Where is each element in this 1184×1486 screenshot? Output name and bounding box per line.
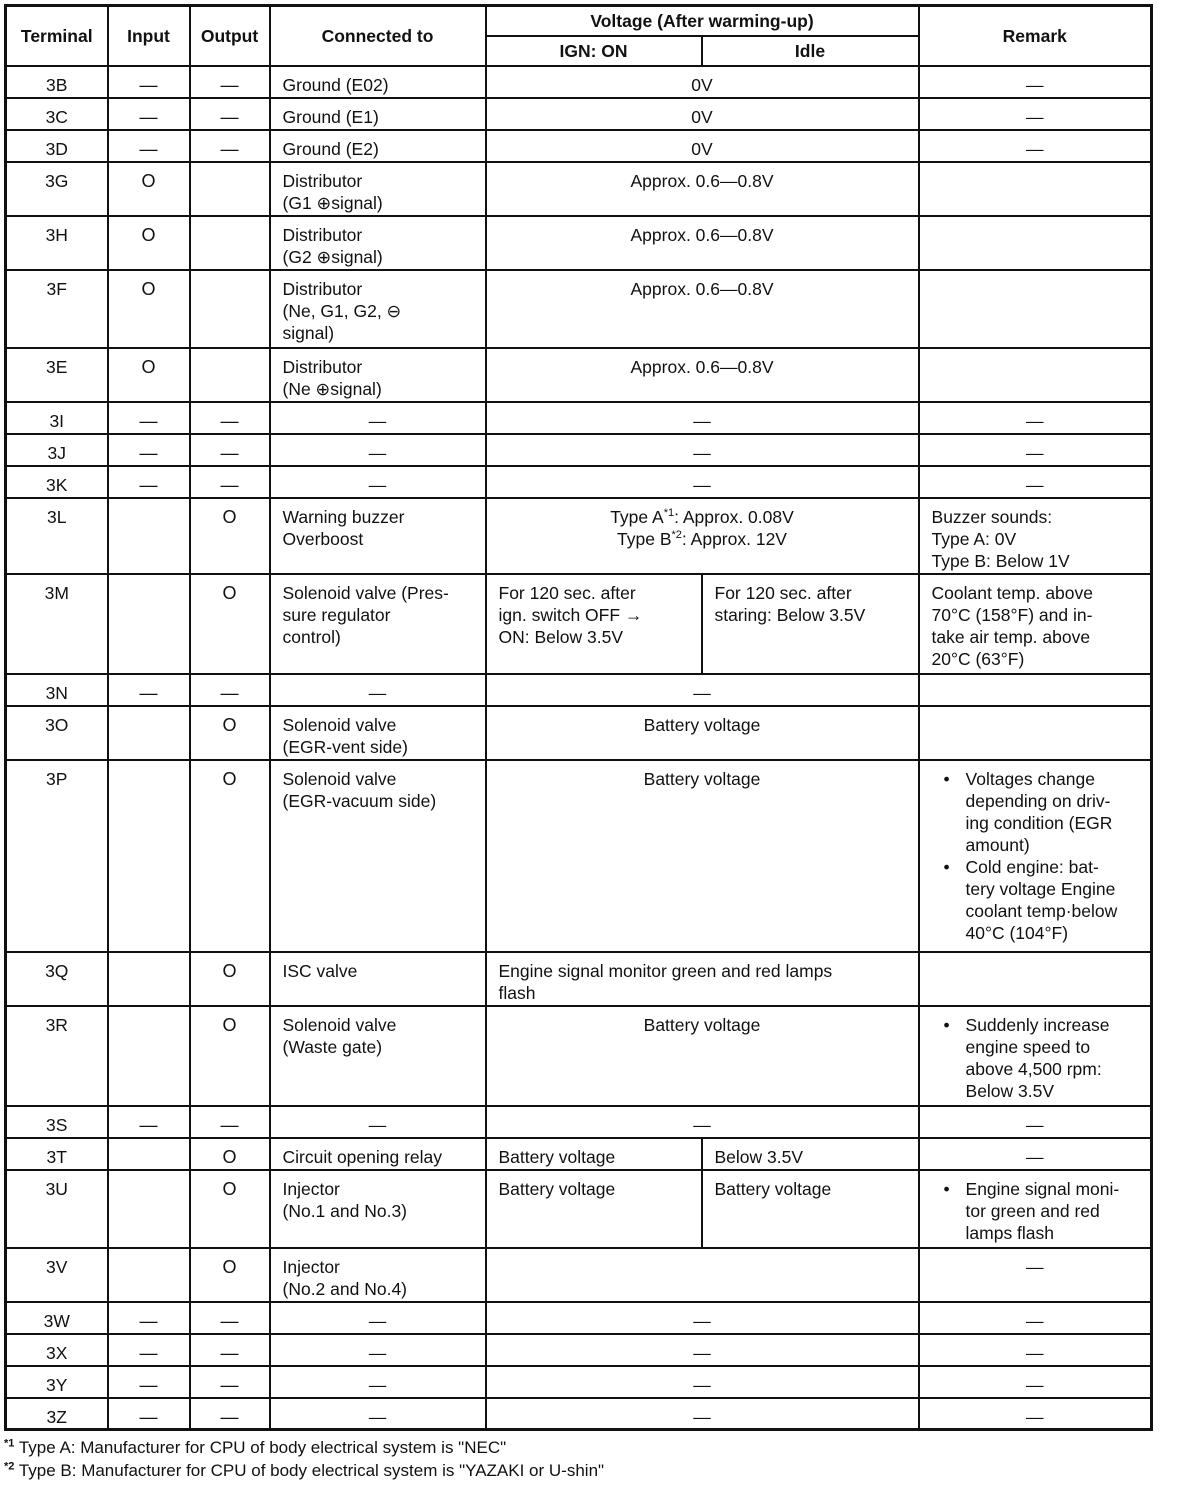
terminal-cell: 3R xyxy=(6,1006,108,1106)
remark-cell xyxy=(919,1006,1152,1106)
table-row xyxy=(6,1398,1152,1430)
terminal-cell: 3O xyxy=(6,706,108,760)
remark-cell xyxy=(919,1248,1152,1302)
table-row xyxy=(6,1138,1152,1170)
header-input: Input xyxy=(108,6,190,66)
table-row xyxy=(6,706,1152,760)
remark-line: take air temp. above xyxy=(931,626,1091,647)
header-connected-to: Connected to xyxy=(270,6,486,66)
header-output: Output xyxy=(190,6,270,66)
connected-to-line: Injector xyxy=(282,1178,340,1199)
remark-item xyxy=(966,1014,1145,1102)
voltage-cell: 0V xyxy=(486,130,919,162)
voltage-value: : Approx. 12V xyxy=(681,528,787,549)
remark-cell xyxy=(919,466,1152,498)
connected-to-cell xyxy=(270,498,486,574)
connected-to-line: Solenoid valve xyxy=(282,714,397,735)
terminal-cell: 3U xyxy=(6,1170,108,1248)
terminal-cell: 3B xyxy=(6,66,108,98)
connected-to-line: Circuit opening relay xyxy=(282,1146,443,1167)
footnote-ref: *2 xyxy=(671,528,682,541)
output-cell: O xyxy=(190,574,270,674)
ign-on-line: ON: Below 3.5V xyxy=(498,626,623,647)
table-row xyxy=(6,760,1152,952)
table-row xyxy=(6,674,1152,706)
ign-on-line: Battery voltage xyxy=(498,1178,616,1199)
terminal-cell: 3Q xyxy=(6,952,108,1006)
connected-to-cell xyxy=(270,270,486,348)
ign-on-cell xyxy=(486,1138,702,1170)
remark-cell xyxy=(919,434,1152,466)
terminal-cell: 3G xyxy=(6,162,108,216)
voltage-cell: — xyxy=(486,466,919,498)
table-body xyxy=(6,66,1152,1430)
connected-to-cell xyxy=(270,952,486,1006)
voltage-cell xyxy=(486,952,919,1006)
voltage-cell: Approx. 0.6—0.8V xyxy=(486,216,919,270)
connected-to-cell xyxy=(270,1366,486,1398)
voltage-line: flash xyxy=(498,982,536,1003)
terminal-cell: 3M xyxy=(6,574,108,674)
footnote-mark: *2 xyxy=(4,1460,15,1473)
terminal-cell: 3P xyxy=(6,760,108,952)
connected-to-line: — xyxy=(368,1114,387,1135)
input-cell xyxy=(108,574,190,674)
connected-to-line: — xyxy=(368,682,387,703)
connected-to-line: Ground (E2) xyxy=(282,138,379,159)
terminal-cell: 3S xyxy=(6,1106,108,1138)
terminal-cell: 3N xyxy=(6,674,108,706)
remark-line: • Cold engine: bat- xyxy=(965,856,1099,877)
voltage-line xyxy=(487,528,918,550)
input-cell: — xyxy=(108,1302,190,1334)
remark-line: Coolant temp. above xyxy=(931,582,1094,603)
header-row-top xyxy=(6,6,1152,36)
voltage-cell: — xyxy=(486,1302,919,1334)
input-cell: O xyxy=(108,270,190,348)
connected-to-line: — xyxy=(368,1310,387,1331)
input-cell: — xyxy=(108,1106,190,1138)
remark-line: 40°C (104°F) xyxy=(965,922,1069,943)
voltage-type: Type B xyxy=(617,528,672,549)
input-cell: — xyxy=(108,1366,190,1398)
terminal-cell: 3Y xyxy=(6,1366,108,1398)
footnote-ref: *1 xyxy=(663,506,675,519)
connected-to-line: (EGR-vent side) xyxy=(282,736,408,757)
idle-cell xyxy=(702,574,919,674)
output-cell: O xyxy=(190,1138,270,1170)
footnotes xyxy=(4,1436,604,1482)
remark-cell xyxy=(919,574,1152,674)
input-cell xyxy=(108,1248,190,1302)
remark-cell xyxy=(919,402,1152,434)
terminal-cell: 3I xyxy=(6,402,108,434)
input-cell: — xyxy=(108,674,190,706)
connected-to-line: Injector xyxy=(282,1256,340,1277)
table-row xyxy=(6,270,1152,348)
footnote-text: Type A: Manufacturer for CPU of body electrical system is "NEC" xyxy=(18,1438,507,1457)
connected-to-line: (No.1 and No.3) xyxy=(282,1200,408,1221)
connected-to-cell xyxy=(270,216,486,270)
remark-cell xyxy=(919,1302,1152,1334)
remark-line: — xyxy=(1026,1310,1044,1331)
remark-list xyxy=(932,768,1145,944)
ign-on-cell xyxy=(486,574,702,674)
connected-to-cell xyxy=(270,98,486,130)
voltage-type: Type A xyxy=(610,506,664,527)
connected-to-cell xyxy=(270,434,486,466)
connected-to-line: (Ne ⊕signal) xyxy=(282,378,382,399)
connected-to-cell xyxy=(270,1170,486,1248)
output-cell: — xyxy=(190,1398,270,1430)
terminal-cell: 3C xyxy=(6,98,108,130)
table-row xyxy=(6,1170,1152,1248)
connected-to-cell xyxy=(270,1248,486,1302)
remark-cell xyxy=(919,98,1152,130)
connected-to-cell xyxy=(270,162,486,216)
terminal-cell: 3T xyxy=(6,1138,108,1170)
connected-to-line: Solenoid valve xyxy=(282,768,397,789)
connected-to-cell xyxy=(270,1006,486,1106)
table-row xyxy=(6,348,1152,402)
footnote-mark: *1 xyxy=(4,1437,15,1450)
table-row xyxy=(6,574,1152,674)
connected-to-cell xyxy=(270,1398,486,1430)
connected-to-line: (Waste gate) xyxy=(282,1036,383,1057)
header-ign-on: IGN: ON xyxy=(486,36,702,66)
output-cell: — xyxy=(190,1106,270,1138)
table-row xyxy=(6,130,1152,162)
voltage-cell: — xyxy=(486,1398,919,1430)
remark-cell xyxy=(919,1106,1152,1138)
footnote-type-b xyxy=(4,1459,604,1482)
remark-cell xyxy=(919,1170,1152,1248)
remark-item xyxy=(966,768,1145,856)
ign-on-line: Battery voltage xyxy=(498,1146,616,1167)
remark-line: • Engine signal moni- xyxy=(965,1178,1120,1199)
output-cell: — xyxy=(190,98,270,130)
terminal-cell: 3L xyxy=(6,498,108,574)
idle-cell xyxy=(702,1138,919,1170)
connected-to-cell xyxy=(270,466,486,498)
input-cell: — xyxy=(108,130,190,162)
remark-cell xyxy=(919,270,1152,348)
remark-line: — xyxy=(1026,1146,1044,1167)
input-cell: O xyxy=(108,348,190,402)
connected-to-cell xyxy=(270,1106,486,1138)
remark-list xyxy=(932,1178,1145,1244)
connected-to-line: Ground (E1) xyxy=(282,106,379,127)
voltage-cell: Approx. 0.6—0.8V xyxy=(486,270,919,348)
remark-line: — xyxy=(1026,106,1044,127)
remark-line: — xyxy=(1026,442,1044,463)
idle-line: staring: Below 3.5V xyxy=(714,604,866,625)
input-cell xyxy=(108,498,190,574)
remark-cell xyxy=(919,1366,1152,1398)
ign-on-line: ign. switch OFF → xyxy=(498,604,643,625)
output-cell: O xyxy=(190,952,270,1006)
input-cell xyxy=(108,1170,190,1248)
output-cell: — xyxy=(190,402,270,434)
connected-to-cell xyxy=(270,674,486,706)
voltage-cell: Battery voltage xyxy=(486,1006,919,1106)
voltage-cell: — xyxy=(486,674,919,706)
terminal-voltage-sheet xyxy=(4,4,1153,1431)
remark-item xyxy=(966,856,1145,944)
input-cell: O xyxy=(108,216,190,270)
output-cell xyxy=(190,216,270,270)
terminal-cell: 3Z xyxy=(6,1398,108,1430)
remark-list xyxy=(932,1014,1145,1102)
remark-cell xyxy=(919,952,1152,1006)
connected-to-cell xyxy=(270,66,486,98)
input-cell: — xyxy=(108,66,190,98)
header-idle: Idle xyxy=(702,36,919,66)
remark-line: — xyxy=(1026,74,1044,95)
input-cell: — xyxy=(108,1398,190,1430)
output-cell: — xyxy=(190,1366,270,1398)
remark-line: — xyxy=(1026,410,1044,431)
remark-cell xyxy=(919,1138,1152,1170)
input-cell: — xyxy=(108,402,190,434)
connected-to-cell xyxy=(270,1138,486,1170)
table-row xyxy=(6,1366,1152,1398)
terminal-cell: 3F xyxy=(6,270,108,348)
input-cell xyxy=(108,706,190,760)
connected-to-cell xyxy=(270,130,486,162)
output-cell xyxy=(190,348,270,402)
connected-to-line: — xyxy=(368,1342,387,1363)
terminal-cell: 3J xyxy=(6,434,108,466)
remark-line: — xyxy=(1026,1256,1044,1277)
table-row xyxy=(6,952,1152,1006)
remark-line: ing condition (EGR xyxy=(965,812,1113,833)
idle-line: Below 3.5V xyxy=(714,1146,804,1167)
remark-line: lamps flash xyxy=(965,1222,1055,1243)
connected-to-line: Distributor xyxy=(282,224,363,245)
input-cell xyxy=(108,1138,190,1170)
remark-line: Type B: Below 1V xyxy=(931,550,1070,571)
output-cell: O xyxy=(190,760,270,952)
terminal-cell: 3H xyxy=(6,216,108,270)
ign-on-line: For 120 sec. after xyxy=(498,582,636,603)
connected-to-line: sure regulator xyxy=(282,604,391,625)
output-cell: O xyxy=(190,1006,270,1106)
remark-cell xyxy=(919,706,1152,760)
voltage-cell: — xyxy=(486,1334,919,1366)
input-cell: — xyxy=(108,98,190,130)
remark-line: amount) xyxy=(965,834,1030,855)
footnote-text: Type B: Manufacturer for CPU of body electrical system is "YAZAKI or U-shin" xyxy=(18,1461,605,1480)
input-cell: O xyxy=(108,162,190,216)
output-cell: — xyxy=(190,66,270,98)
voltage-cell: Battery voltage xyxy=(486,706,919,760)
connected-to-line: — xyxy=(368,1374,387,1395)
table-row xyxy=(6,1106,1152,1138)
remark-line: tor green and red xyxy=(965,1200,1100,1221)
remark-cell xyxy=(919,1398,1152,1430)
connected-to-line: — xyxy=(368,442,387,463)
output-cell: O xyxy=(190,706,270,760)
output-cell: — xyxy=(190,674,270,706)
voltage-cell: Battery voltage xyxy=(486,760,919,952)
output-cell xyxy=(190,270,270,348)
idle-line: Battery voltage xyxy=(714,1178,832,1199)
voltage-cell xyxy=(486,1248,919,1302)
remark-cell xyxy=(919,216,1152,270)
connected-to-line: (No.2 and No.4) xyxy=(282,1278,408,1299)
remark-cell xyxy=(919,348,1152,402)
idle-cell xyxy=(702,1170,919,1248)
remark-line: — xyxy=(1026,1114,1044,1135)
voltage-cell: 0V xyxy=(486,66,919,98)
connected-to-line: Overboost xyxy=(282,528,364,549)
remark-cell xyxy=(919,162,1152,216)
table-row xyxy=(6,162,1152,216)
terminal-cell: 3V xyxy=(6,1248,108,1302)
voltage-line xyxy=(487,506,918,528)
table-row xyxy=(6,1248,1152,1302)
terminal-cell: 3D xyxy=(6,130,108,162)
remark-line: depending on driv- xyxy=(965,790,1111,811)
output-cell: O xyxy=(190,1170,270,1248)
table-row xyxy=(6,216,1152,270)
voltage-cell: — xyxy=(486,1366,919,1398)
idle-line: For 120 sec. after xyxy=(714,582,852,603)
remark-item xyxy=(966,1178,1145,1244)
remark-line: • Voltages change xyxy=(965,768,1095,789)
voltage-value: : Approx. 0.08V xyxy=(674,506,794,527)
remark-line: — xyxy=(1026,1374,1044,1395)
connected-to-line: — xyxy=(368,410,387,431)
table-row xyxy=(6,98,1152,130)
connected-to-cell xyxy=(270,1302,486,1334)
input-cell: — xyxy=(108,434,190,466)
remark-cell xyxy=(919,130,1152,162)
table-row xyxy=(6,1006,1152,1106)
input-cell xyxy=(108,760,190,952)
remark-cell xyxy=(919,1334,1152,1366)
remark-line: Below 3.5V xyxy=(965,1080,1055,1101)
header-remark: Remark xyxy=(919,6,1152,66)
connected-to-line: Ground (E02) xyxy=(282,74,389,95)
header-terminal: Terminal xyxy=(6,6,108,66)
connected-to-line: (G1 ⊕signal) xyxy=(282,192,383,213)
connected-to-cell xyxy=(270,574,486,674)
connected-to-line: — xyxy=(368,1406,387,1427)
output-cell: — xyxy=(190,130,270,162)
voltage-cell: — xyxy=(486,434,919,466)
table-row xyxy=(6,434,1152,466)
ign-on-cell xyxy=(486,1170,702,1248)
table-row xyxy=(6,402,1152,434)
connected-to-line: Distributor xyxy=(282,278,363,299)
connected-to-cell xyxy=(270,760,486,952)
terminal-voltage-table xyxy=(4,4,1153,1431)
connected-to-line: Distributor xyxy=(282,170,363,191)
input-cell xyxy=(108,952,190,1006)
connected-to-cell xyxy=(270,1334,486,1366)
remark-cell xyxy=(919,66,1152,98)
remark-line: above 4,500 rpm: xyxy=(965,1058,1102,1079)
remark-line: — xyxy=(1026,1406,1044,1427)
terminal-cell: 3E xyxy=(6,348,108,402)
terminal-cell: 3K xyxy=(6,466,108,498)
remark-line: — xyxy=(1026,474,1044,495)
connected-to-line: (EGR-vacuum side) xyxy=(282,790,437,811)
table-row xyxy=(6,466,1152,498)
terminal-cell: 3X xyxy=(6,1334,108,1366)
table-row xyxy=(6,1302,1152,1334)
output-cell: — xyxy=(190,1334,270,1366)
voltage-cell: — xyxy=(486,1106,919,1138)
remark-cell xyxy=(919,498,1152,574)
remark-line: tery voltage Engine xyxy=(965,878,1116,899)
connected-to-line: (Ne, G1, G2, ⊖ xyxy=(282,300,402,321)
remark-cell xyxy=(919,760,1152,952)
output-cell: — xyxy=(190,1302,270,1334)
voltage-cell: — xyxy=(486,402,919,434)
connected-to-line: Solenoid valve xyxy=(282,1014,397,1035)
footnote-type-a xyxy=(4,1436,604,1459)
remark-line: — xyxy=(1026,1342,1044,1363)
voltage-cell: 0V xyxy=(486,98,919,130)
remark-line: • Suddenly increase xyxy=(965,1014,1110,1035)
connected-to-line: Solenoid valve (Pres- xyxy=(282,582,449,603)
output-cell xyxy=(190,162,270,216)
remark-line: 70°C (158°F) and in- xyxy=(931,604,1093,625)
connected-to-line: — xyxy=(368,474,387,495)
output-cell: O xyxy=(190,1248,270,1302)
table-row xyxy=(6,498,1152,574)
remark-line: engine speed to xyxy=(965,1036,1091,1057)
connected-to-line: signal) xyxy=(282,322,335,343)
connected-to-cell xyxy=(270,706,486,760)
remark-cell xyxy=(919,674,1152,706)
input-cell: — xyxy=(108,466,190,498)
remark-line: coolant temp·below xyxy=(965,900,1118,921)
output-cell: — xyxy=(190,434,270,466)
remark-line: Buzzer sounds: xyxy=(931,506,1053,527)
terminal-cell: 3W xyxy=(6,1302,108,1334)
connected-to-line: control) xyxy=(282,626,341,647)
voltage-cell: Approx. 0.6—0.8V xyxy=(486,348,919,402)
voltage-cell: Approx. 0.6—0.8V xyxy=(486,162,919,216)
remark-line: — xyxy=(1026,138,1044,159)
remark-line: Type A: 0V xyxy=(931,528,1017,549)
header-voltage: Voltage (After warming-up) xyxy=(486,6,919,36)
voltage-cell xyxy=(486,498,919,574)
table-row xyxy=(6,66,1152,98)
remark-line: 20°C (63°F) xyxy=(931,648,1025,669)
connected-to-line: (G2 ⊕signal) xyxy=(282,246,383,267)
table-row xyxy=(6,1334,1152,1366)
output-cell: — xyxy=(190,466,270,498)
input-cell: — xyxy=(108,1334,190,1366)
connected-to-line: Distributor xyxy=(282,356,363,377)
connected-to-cell xyxy=(270,348,486,402)
connected-to-line: ISC valve xyxy=(282,960,358,981)
connected-to-cell xyxy=(270,402,486,434)
voltage-line: Engine signal monitor green and red lamps xyxy=(498,960,833,981)
input-cell xyxy=(108,1006,190,1106)
connected-to-line: Warning buzzer xyxy=(282,506,405,527)
output-cell: O xyxy=(190,498,270,574)
